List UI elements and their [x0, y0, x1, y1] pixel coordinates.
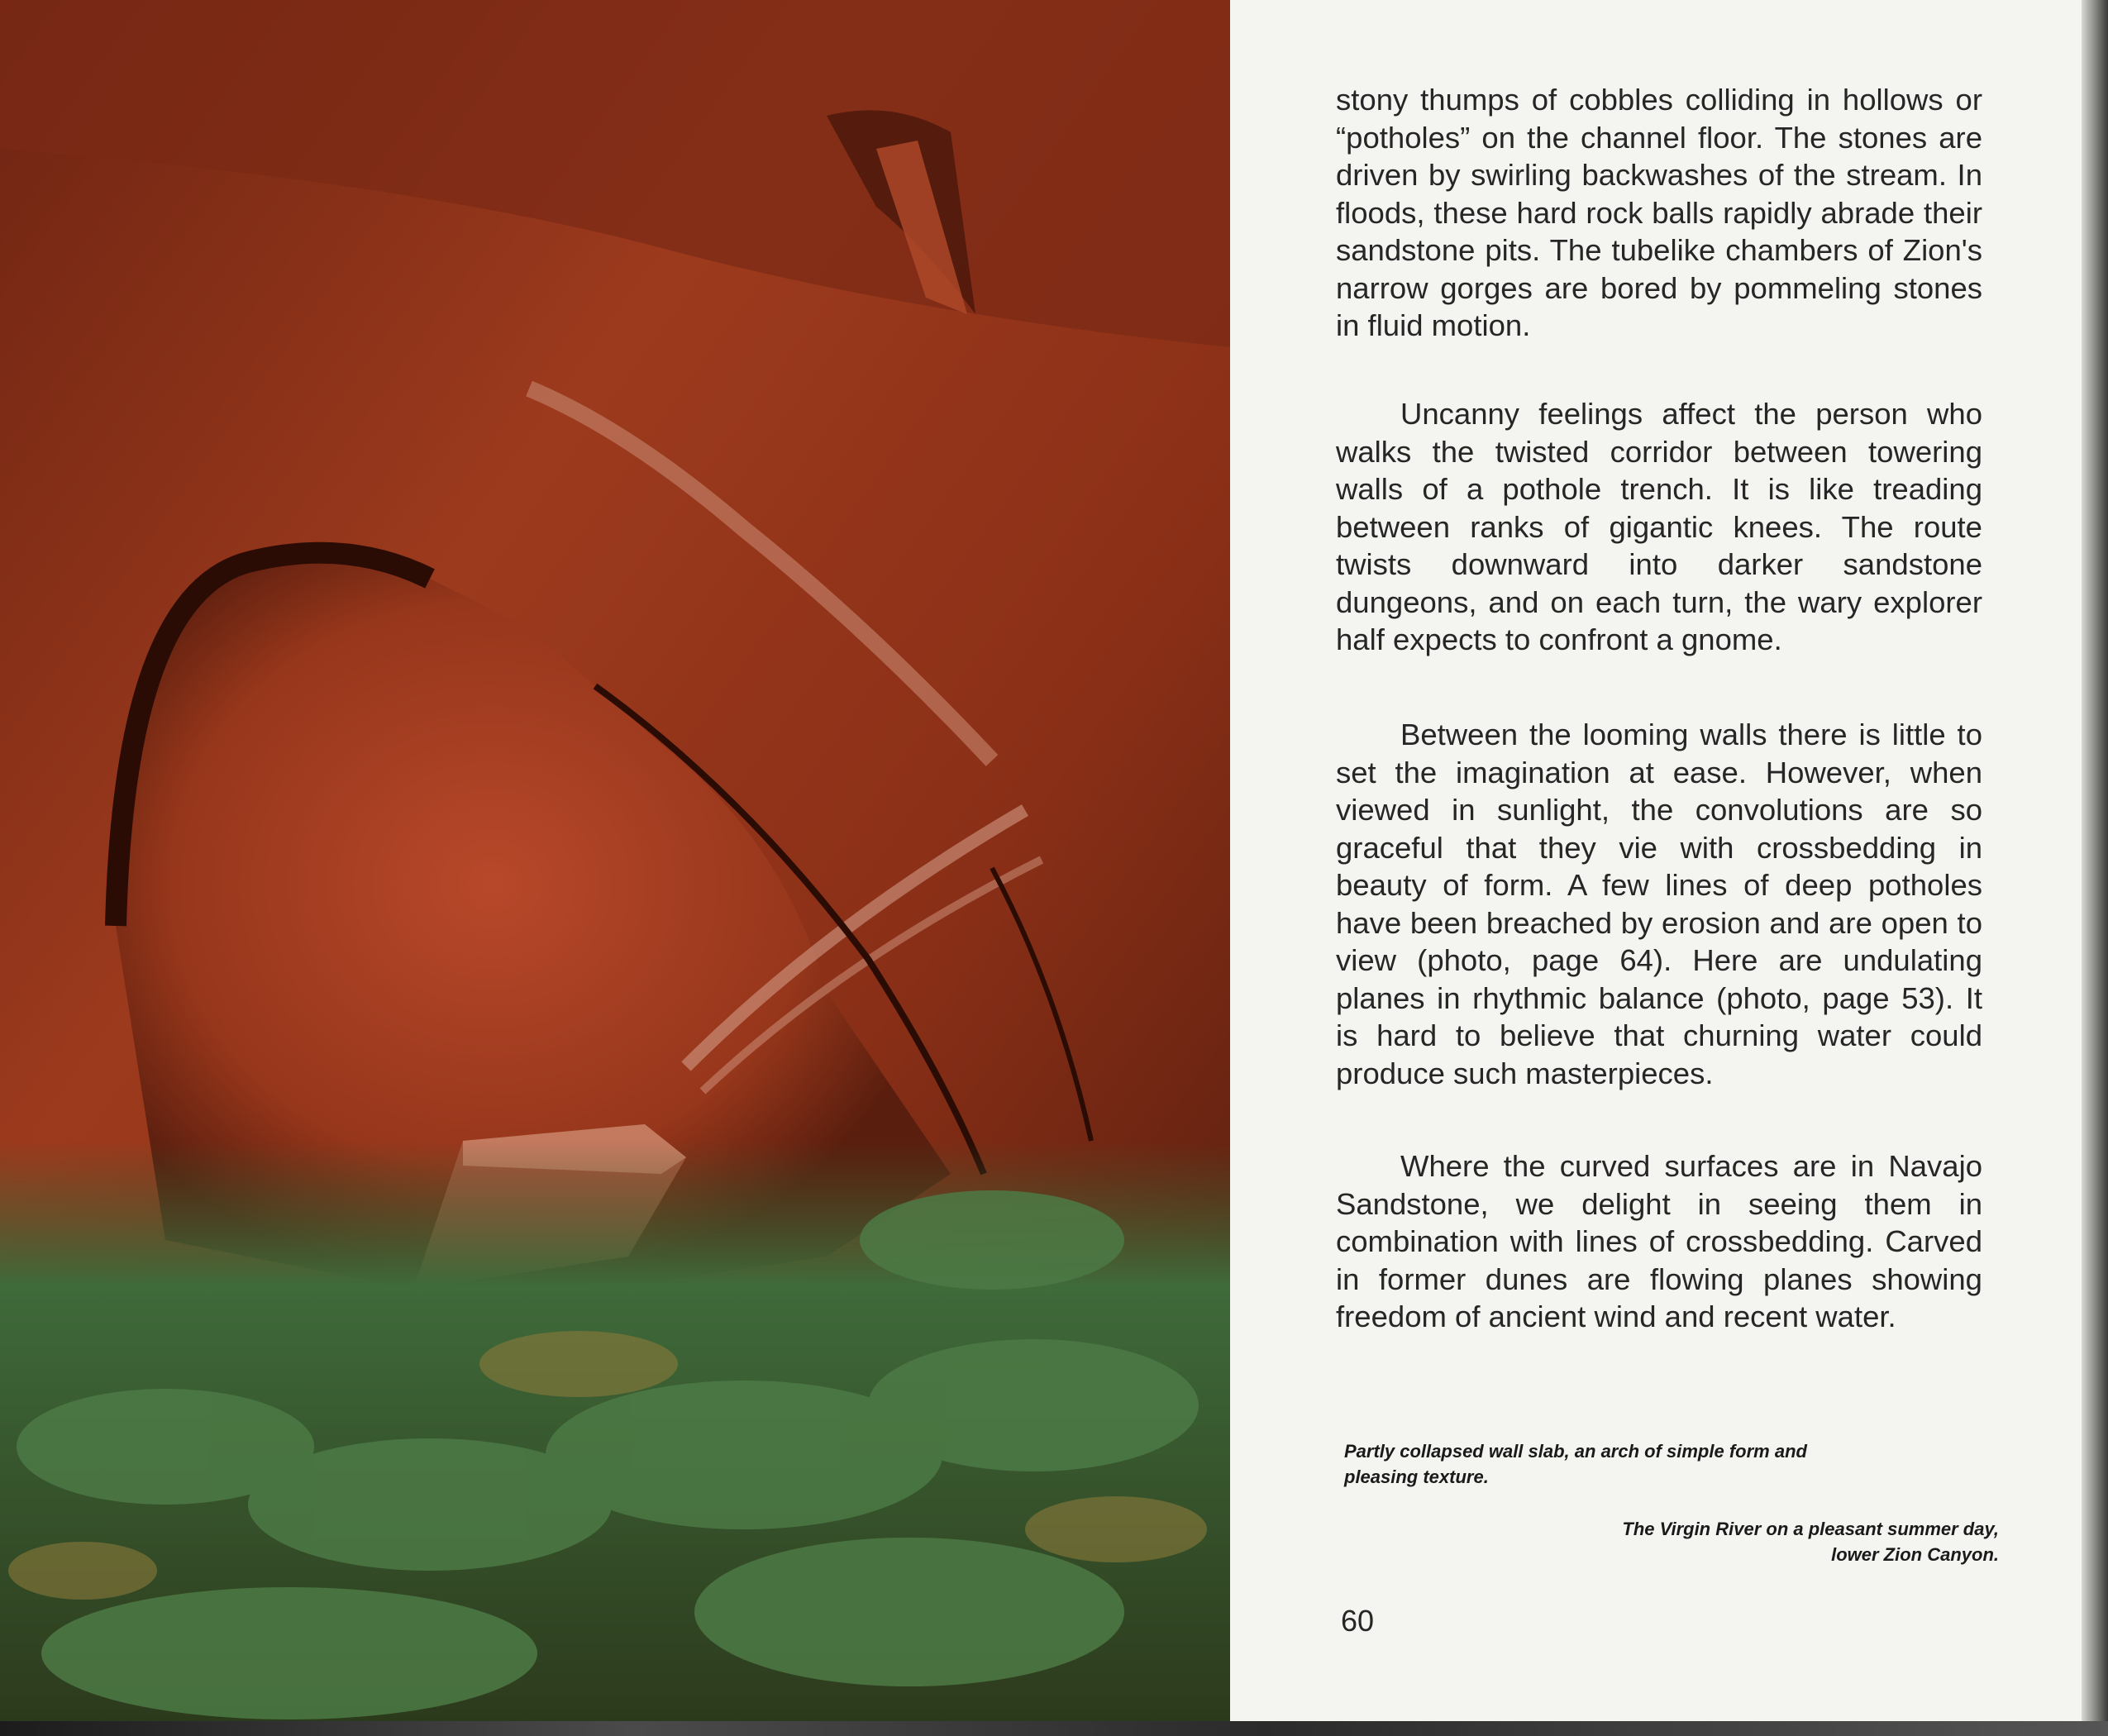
paragraph: Uncanny feelings affect the person who walks the twisted corridor between towering walls of a pothole trench. It is like treading between ranks of gigantic knees. The route twists downward into darker sandstone dungeons, and on each turn, the wary explorer half expects to confront a gnome. — [1336, 397, 1982, 656]
photo-caption: Partly collapsed wall slab, an arch of simple form and pleasing texture. — [1344, 1441, 1807, 1487]
next-photo-caption: The Virgin River on a pleasant summer day, lower Zion Canyon. — [1622, 1519, 1999, 1565]
paragraph: stony thumps of cobbles colliding in hollows or “potholes” on the channel floor. The stones are driven by swirling backwashes of the stream. In floods, these hard rock balls rapidly abrade their sandstone pits. The tubelike chambers of Zion's narrow gorges are bored by pommeling stones in fluid motion. — [1336, 83, 1982, 342]
scan-bottom-edge — [0, 1721, 2108, 1736]
paragraph: Between the looming walls there is little to set the imagination at ease. However, when viewed in sunlight, the convolutions are so graceful that they vie with crossbedding in beauty of form. A few lines of deep potholes have been breached by erosion and are open to view (photo, page 64). Here are undulating planes in rhythmic balance (photo, page 53). It is hard to believe that churning water could produce such masterpieces. — [1336, 718, 1982, 1090]
paragraph: Where the curved surfaces are in Navajo Sandstone, we delight in seeing them in combination with lines of crossbedding. Carved in former dunes are flowing planes showing freedom of ancient wind and recent water. — [1336, 1149, 1982, 1333]
book-edge — [2082, 0, 2108, 1736]
page-number: 60 — [1341, 1604, 1375, 1638]
text-page — [1230, 0, 2082, 1721]
